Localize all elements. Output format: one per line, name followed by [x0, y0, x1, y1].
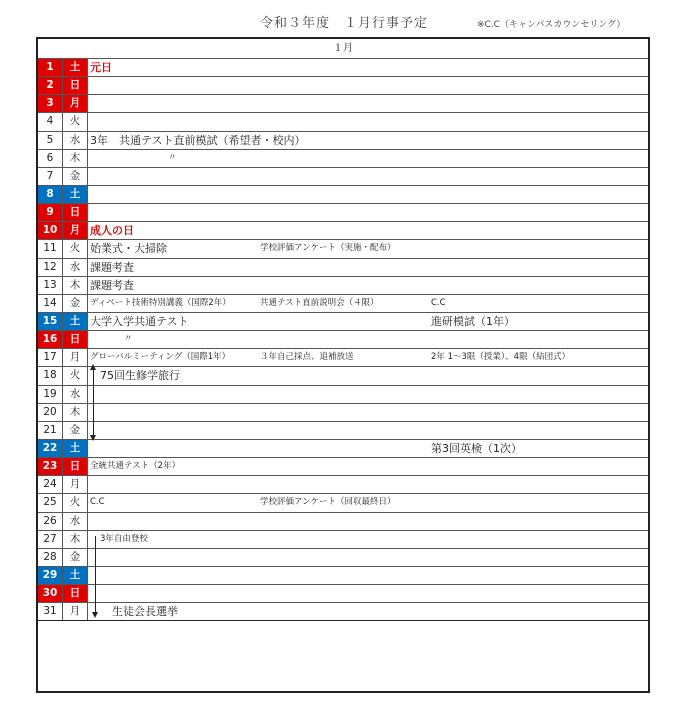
event-text: 〃: [124, 334, 133, 345]
day-row: [38, 476, 648, 494]
event-text: 成人の日: [90, 224, 134, 238]
day-row: [38, 549, 648, 567]
day-number: 30: [38, 585, 63, 602]
weekday: 木: [63, 277, 88, 294]
day-number: 27: [38, 531, 63, 548]
day-row: [38, 386, 648, 404]
day-row: [38, 567, 648, 585]
weekday: 日: [63, 458, 88, 475]
day-row: [38, 168, 648, 186]
event-text: C.C: [431, 297, 446, 308]
day-row: [38, 404, 648, 422]
day-number: 4: [38, 113, 63, 130]
day-number: 2: [38, 77, 63, 94]
day-number: 24: [38, 476, 63, 493]
event-text: 課題考査: [90, 278, 134, 292]
event-text: 〃: [168, 152, 177, 163]
day-row: [38, 313, 648, 331]
month-header: １月: [38, 39, 648, 59]
event-text: 大学入学共通テスト: [90, 314, 189, 328]
day-number: 15: [38, 313, 63, 330]
weekday: 金: [63, 422, 88, 439]
day-row: [38, 240, 648, 258]
day-row: [38, 349, 648, 367]
weekday: 金: [63, 549, 88, 566]
day-row: [38, 295, 648, 313]
event-text: 75回生修学旅行: [100, 369, 180, 383]
day-number: 9: [38, 204, 63, 221]
weekday: 日: [63, 77, 88, 94]
day-number: 10: [38, 222, 63, 239]
day-number: 20: [38, 404, 63, 421]
event-text: 3年自由登校: [100, 533, 148, 544]
event-text: 学校評価アンケート（実施・配布）: [260, 243, 396, 254]
day-row: [38, 585, 648, 603]
weekday: 火: [63, 113, 88, 130]
weekday: 土: [63, 186, 88, 203]
weekday: 木: [63, 404, 88, 421]
event-text: ３年自己採点、追補放送: [260, 352, 354, 363]
weekday: 火: [63, 240, 88, 257]
day-number: 23: [38, 458, 63, 475]
weekday: 土: [63, 440, 88, 457]
day-row: [38, 603, 648, 621]
day-row: [38, 494, 648, 512]
weekday: 月: [63, 95, 88, 112]
day-row: [38, 59, 648, 77]
day-number: 16: [38, 331, 63, 348]
day-number: 1: [38, 59, 63, 76]
day-number: 12: [38, 259, 63, 276]
day-number: 28: [38, 549, 63, 566]
day-row: [38, 186, 648, 204]
day-number: 31: [38, 603, 63, 620]
day-row: [38, 513, 648, 531]
day-row: [38, 132, 648, 150]
day-number: 26: [38, 513, 63, 530]
day-number: 3: [38, 95, 63, 112]
event-text: 共通テスト直前説明会（４限）: [260, 297, 379, 308]
day-number: 8: [38, 186, 63, 203]
weekday: 日: [63, 585, 88, 602]
day-row: [38, 113, 648, 131]
event-text: 元日: [90, 61, 112, 74]
day-row: [38, 531, 648, 549]
weekday: 火: [63, 494, 88, 511]
day-number: 18: [38, 367, 63, 384]
weekday: 金: [63, 168, 88, 185]
page-title: 令和３年度 １月行事予定: [259, 16, 428, 31]
weekday: 水: [63, 132, 88, 149]
day-row: [38, 259, 648, 277]
event-text: グローバルミーティング（国際1年）: [90, 352, 231, 363]
day-number: 7: [38, 168, 63, 185]
day-number: 6: [38, 150, 63, 167]
event-text: ディベート技術特別講義（国際2年）: [90, 297, 231, 308]
day-row: [38, 367, 648, 385]
day-row: [38, 422, 648, 440]
day-number: 5: [38, 132, 63, 149]
weekday: 月: [63, 349, 88, 366]
day-row: [38, 331, 648, 349]
event-text: 全統共通テスト（2年）: [90, 461, 181, 472]
event-text: 進研模試（1年）: [431, 314, 515, 328]
day-row: [38, 458, 648, 476]
weekday: 月: [63, 476, 88, 493]
weekday: 土: [63, 313, 88, 330]
event-text: 始業式・大掃除: [90, 242, 167, 256]
event-text: 課題考査: [90, 260, 134, 274]
day-number: 11: [38, 240, 63, 257]
event-text: 生徒会長選挙: [112, 605, 178, 619]
day-number: 21: [38, 422, 63, 439]
weekday: 木: [63, 150, 88, 167]
event-text: C.C: [90, 497, 105, 508]
day-number: 19: [38, 386, 63, 403]
weekday: 水: [63, 513, 88, 530]
cc-note: ※C.C（キャンパスカウンセリング）: [477, 20, 626, 30]
event-text: 2年 1～3限（授業）、4限（結団式）: [431, 352, 571, 363]
day-rows: [38, 59, 648, 621]
weekday: 火: [63, 367, 88, 384]
event-text: 3年 共通テスト直前模試（希望者・校内）: [90, 133, 306, 147]
weekday: 金: [63, 295, 88, 312]
event-text: 学校評価アンケート（回収最終日）: [260, 497, 396, 508]
day-number: 17: [38, 349, 63, 366]
day-row: [38, 95, 648, 113]
weekday: 月: [63, 222, 88, 239]
day-number: 13: [38, 277, 63, 294]
weekday: 日: [63, 331, 88, 348]
free-attendance-span-arrow: [95, 536, 96, 616]
day-row: [38, 204, 648, 222]
day-row: [38, 150, 648, 168]
weekday: 月: [63, 603, 88, 620]
day-row: [38, 77, 648, 95]
weekday: 土: [63, 59, 88, 76]
day-number: 29: [38, 567, 63, 584]
weekday: 木: [63, 531, 88, 548]
weekday: 日: [63, 204, 88, 221]
day-row: [38, 222, 648, 240]
day-row: [38, 277, 648, 295]
trip-span-arrow: [93, 366, 94, 439]
day-number: 14: [38, 295, 63, 312]
day-number: 25: [38, 494, 63, 511]
day-row: [38, 440, 648, 458]
day-number: 22: [38, 440, 63, 457]
weekday: 水: [63, 386, 88, 403]
schedule-table: [36, 37, 650, 693]
weekday: 水: [63, 259, 88, 276]
event-text: 第3回英検（1次）: [431, 441, 522, 455]
weekday: 土: [63, 567, 88, 584]
